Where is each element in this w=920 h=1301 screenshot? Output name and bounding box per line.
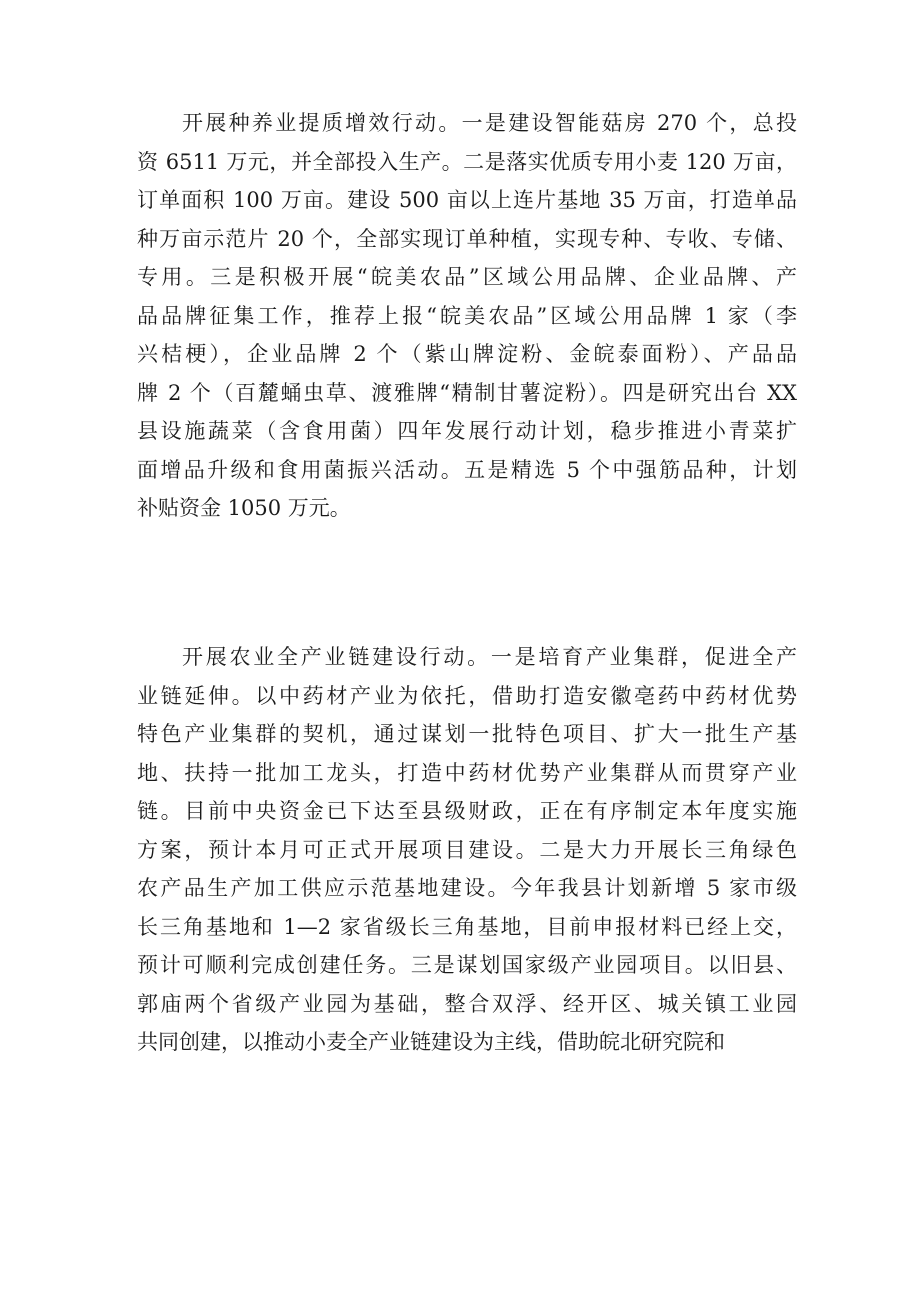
- text-line: 开展农业全产业链建设行动。一是培育产业集群，促进全产: [182, 645, 797, 669]
- text-line: 特色产业集群的契机，通过谋划一批特色项目、扩大一批生产基: [137, 722, 797, 746]
- text-line: 长三角基地和 1—2 家省级长三角基地，目前申报材料已经上交，: [137, 914, 797, 939]
- text-line: 专用。三是积极开展“皖美农品”区域公用品牌、企业品牌、产: [137, 265, 797, 289]
- text-line: 种万亩示范片 20 个，全部实现订单种植，实现专种、专收、专储、: [137, 226, 797, 251]
- text-line: 兴桔梗），企业品牌 2 个（紫山牌淀粉、金皖泰面粉）、产品品: [137, 342, 797, 366]
- paragraph-industry-chain: [137, 638, 797, 1062]
- paragraph-planting-breeding: [137, 104, 797, 528]
- text-line: 开展种养业提质增效行动。一是建设智能菇房 270 个，总投: [182, 111, 797, 135]
- text-line: 链。目前中央资金已下达至县级财政，正在有序制定本年度实施: [137, 799, 797, 823]
- text-line: 地、扶持一批加工龙头，打造中药材优势产业集群从而贯穿产业: [137, 760, 797, 785]
- text-line: 业链延伸。以中药材产业为依托，借助打造安徽亳药中药材优势: [137, 683, 797, 708]
- text-line: 预计可顺利完成创建任务。三是谋划国家级产业园项目。以旧县、: [137, 953, 797, 977]
- text-line: 品品牌征集工作，推荐上报“皖美农品”区域公用品牌 1 家（李: [137, 303, 797, 328]
- text-line: 方案，预计本月可正式开展项目建设。二是大力开展长三角绿色: [137, 837, 797, 862]
- text-line: 农产品生产加工供应示范基地建设。今年我县计划新增 5 家市级: [137, 876, 797, 900]
- text-line: 郭庙两个省级产业园为基础，整合双浮、经开区、城关镇工业园: [137, 991, 797, 1016]
- text-line: 订单面积 100 万亩。建设 500 亩以上连片基地 35 万亩，打造单品: [137, 188, 797, 212]
- text-line: 资 6511 万元，并全部投入生产。二是落实优质专用小麦 120 万亩，: [137, 149, 797, 174]
- text-line: 牌 2 个（百麓蛹虫草、渡雅牌“精制甘薯淀粉）。四是研究出台 XX: [137, 380, 797, 405]
- text-line: 县设施蔬菜（含食用菌）四年发展行动计划，稳步推进小青菜扩: [137, 419, 797, 443]
- text-line: 面增品升级和食用菌振兴活动。五是精选 5 个中强筋品种，计划: [137, 457, 797, 482]
- text-line: 补贴资金 1050 万元。: [137, 496, 351, 520]
- text-line: 共同创建，以推动小麦全产业链建设为主线，借助皖北研究院和: [137, 1030, 725, 1054]
